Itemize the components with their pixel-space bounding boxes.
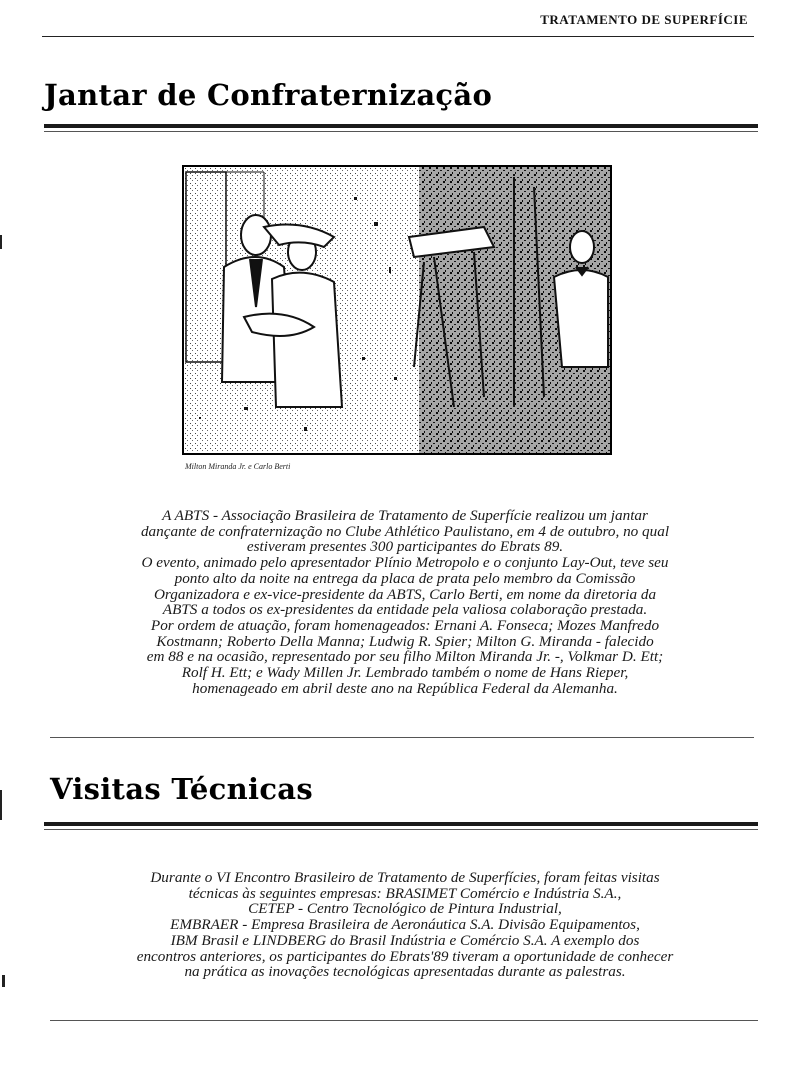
body-line: ponto alto da noite na entrega da placa de prata pelo membro da Comissão bbox=[174, 569, 636, 587]
title-rule bbox=[44, 124, 758, 128]
article-body-visitas bbox=[115, 870, 695, 980]
body-line: O evento, animado pelo apresentador Plínio Metropolo e o conjunto Lay-Out, teve seu bbox=[141, 554, 669, 572]
body-line: estiveram presentes 300 participantes do Ebrats 89. bbox=[246, 538, 564, 556]
body-line: Organizadora e ex-vice-presidente da ABTS, Carlo Berti, em nome da diretoria da bbox=[153, 585, 657, 603]
bottom-rule bbox=[50, 1020, 758, 1021]
body-line: CETEP - Centro Tecnológico de Pintura Industrial, bbox=[248, 900, 562, 918]
body-line: dançante de confraternização no Clube Athlético Paulistano, em 4 de outubro, no qual bbox=[140, 522, 670, 540]
article-title-visitas: Visitas Técnicas bbox=[50, 772, 313, 806]
title-rule bbox=[44, 822, 758, 826]
body-line: em 88 e na ocasião, representado por seu filho Milton Miranda Jr. -, Volkmar D. Ett; bbox=[146, 648, 664, 666]
body-line: A ABTS - Associação Brasileira de Tratamento de Superfície realizou um jantar bbox=[162, 507, 648, 524]
body-line: Por ordem de atuação, foram homenageados: Ernani A. Fonseca; Mozes Manfredo bbox=[150, 616, 660, 634]
body-line: Kostmann; Roberto Della Manna; Ludwig R. Spier; Milton G. Miranda - falecido bbox=[156, 632, 654, 650]
section-divider bbox=[50, 737, 754, 738]
body-line: EMBRAER - Empresa Brasileira de Aeronáutica S.A. Divisão Equipamentos, bbox=[170, 916, 640, 934]
body-line: IBM Brasil e LINDBERG do Brasil Indústria e Comércio S.A. A exemplo dos bbox=[170, 931, 640, 949]
body-line: homenageado em abril deste ano na República Federal da Alemanha. bbox=[192, 679, 618, 697]
photo-caption: Milton Miranda Jr. e Carlo Berti bbox=[185, 462, 291, 471]
scan-mark bbox=[0, 235, 2, 249]
title-rule-thin bbox=[44, 829, 758, 830]
photo-illustration bbox=[184, 167, 610, 453]
body-line: encontros anteriores, os participantes do Ebrats'89 tiveram a oportunidade de conhecer bbox=[136, 947, 674, 965]
event-photo bbox=[182, 165, 612, 455]
article-title-jantar: Jantar de Confraternização bbox=[44, 78, 493, 112]
body-line: técnicas às seguintes empresas: BRASIMET Comércio e Indústria S.A., bbox=[188, 884, 622, 902]
scan-mark bbox=[0, 790, 2, 820]
header-rule bbox=[42, 36, 754, 37]
article-body-jantar bbox=[100, 508, 710, 696]
section-label: TRATAMENTO DE SUPERFÍCIE bbox=[540, 12, 748, 27]
scan-mark bbox=[2, 975, 5, 987]
body-line: ABTS a todos os ex-presidentes da entidade pela valiosa colaboração prestada. bbox=[162, 601, 648, 619]
body-line: Rolf H. Ett; e Wady Millen Jr. Lembrado também o nome de Hans Rieper, bbox=[181, 664, 629, 682]
body-line: Durante o VI Encontro Brasileiro de Tratamento de Superfícies, foram feitas visitas bbox=[150, 869, 660, 886]
body-line: na prática as inovações tecnológicas apresentadas durante as palestras. bbox=[184, 963, 626, 981]
title-rule-thin bbox=[44, 131, 758, 132]
